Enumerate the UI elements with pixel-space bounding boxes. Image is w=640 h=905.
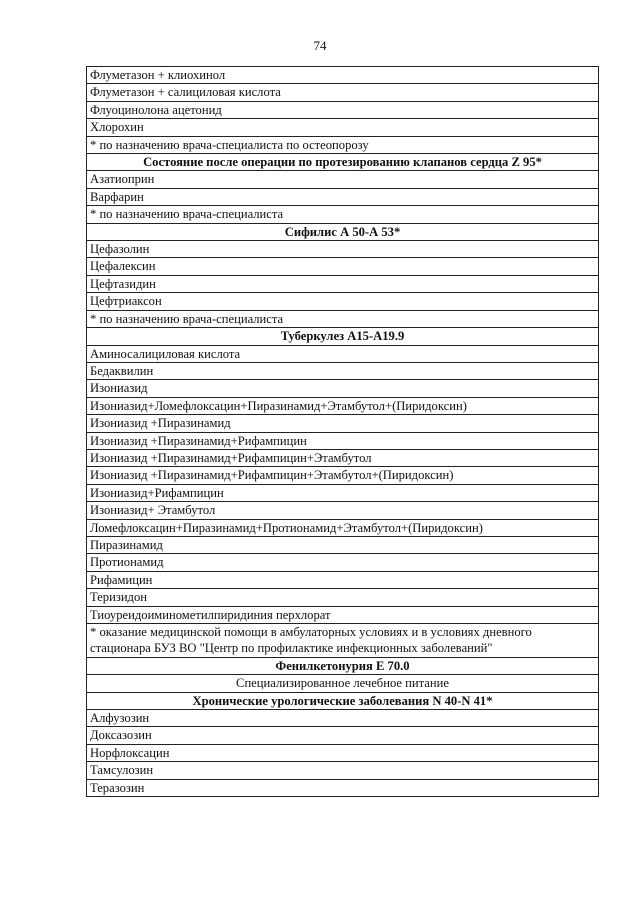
row-text: Флуоцинолона ацетонид — [87, 101, 599, 118]
row-text: Изониазид +Пиразинамид — [87, 415, 599, 432]
drug-row — [87, 762, 599, 779]
row-text: Изониазид +Пиразинамид+Рифампицин+Этамбутол — [87, 449, 599, 466]
drug-row — [87, 206, 599, 223]
drug-row — [87, 67, 599, 84]
drug-row — [87, 710, 599, 727]
row-text: Пиразинамид — [87, 536, 599, 553]
row-text: Цефалексин — [87, 258, 599, 275]
section-heading-row — [87, 223, 599, 240]
drug-row — [87, 415, 599, 432]
row-text: Изониазид +Пиразинамид+Рифампицин+Этамбутол+(Пиридоксин) — [87, 467, 599, 484]
section-heading: Сифилис А 50-А 53* — [87, 223, 599, 240]
row-text: * по назначению врача-специалиста — [87, 206, 599, 223]
drug-row — [87, 171, 599, 188]
drug-row — [87, 310, 599, 327]
drug-row — [87, 397, 599, 414]
row-text: Специализированное лечебное питание — [87, 675, 599, 692]
row-text: Теразозин — [87, 779, 599, 796]
row-text: * по назначению врача-специалиста по остеопорозу — [87, 136, 599, 153]
row-text: Флуметазон + клиохинол — [87, 67, 599, 84]
drug-row — [87, 606, 599, 623]
drug-row — [87, 536, 599, 553]
row-text: Цефтазидин — [87, 275, 599, 292]
row-text: Тамсулозин — [87, 762, 599, 779]
row-text: Цефтриаксон — [87, 293, 599, 310]
section-heading: Фенилкетонурия Е 70.0 — [87, 657, 599, 674]
row-text: Протионамид — [87, 554, 599, 571]
drug-row — [87, 449, 599, 466]
section-heading-row — [87, 154, 599, 171]
row-text: Доксазозин — [87, 727, 599, 744]
drug-row — [87, 519, 599, 536]
drug-row — [87, 362, 599, 379]
drug-row — [87, 119, 599, 136]
drug-row — [87, 258, 599, 275]
row-text: * оказание медицинской помощи в амбулаторных условиях и в условиях дневного стационара БУЗ ВО "Центр по профилактике инфекционных заболеваний" — [87, 624, 599, 658]
section-heading: Туберкулез А15-А19.9 — [87, 328, 599, 345]
row-text: Азатиоприн — [87, 171, 599, 188]
row-text: * по назначению врача-специалиста — [87, 310, 599, 327]
row-text: Изониазид — [87, 380, 599, 397]
drug-row — [87, 484, 599, 501]
drug-row — [87, 380, 599, 397]
drug-row — [87, 554, 599, 571]
drug-row — [87, 345, 599, 362]
centered-note-row — [87, 675, 599, 692]
drug-row — [87, 502, 599, 519]
row-text: Норфлоксацин — [87, 744, 599, 761]
row-text: Бедаквилин — [87, 362, 599, 379]
row-text: Изониазид +Пиразинамид+Рифампицин — [87, 432, 599, 449]
drug-list-table — [86, 66, 599, 797]
row-text: Аминосалициловая кислота — [87, 345, 599, 362]
drug-row — [87, 432, 599, 449]
drug-row — [87, 467, 599, 484]
row-text: Изониазид+Рифампицин — [87, 484, 599, 501]
section-heading-row — [87, 657, 599, 674]
page-number: 74 — [313, 38, 327, 53]
row-text: Тиоуреидоиминометилпиридиния перхлорат — [87, 606, 599, 623]
drug-list-body — [87, 67, 599, 797]
drug-row — [87, 779, 599, 796]
section-heading-row — [87, 692, 599, 709]
row-text: Алфузозин — [87, 710, 599, 727]
drug-row — [87, 275, 599, 292]
row-text: Ломефлоксацин+Пиразинамид+Протионамид+Этамбутол+(Пиридоксин) — [87, 519, 599, 536]
row-text: Хлорохин — [87, 119, 599, 136]
row-text: Цефазолин — [87, 241, 599, 258]
section-heading-row — [87, 328, 599, 345]
row-text: Рифамицин — [87, 571, 599, 588]
footnote-row — [87, 624, 599, 658]
section-heading: Хронические урологические заболевания N 40-N 41* — [87, 692, 599, 709]
row-text: Теризидон — [87, 589, 599, 606]
row-text: Варфарин — [87, 188, 599, 205]
drug-row — [87, 744, 599, 761]
drug-row — [87, 101, 599, 118]
row-text: Изониазид+Ломефлоксацин+Пиразинамид+Этамбутол+(Пиридоксин) — [87, 397, 599, 414]
row-text: Изониазид+ Этамбутол — [87, 502, 599, 519]
drug-row — [87, 571, 599, 588]
row-text: Флуметазон + салициловая кислота — [87, 84, 599, 101]
drug-row — [87, 241, 599, 258]
drug-row — [87, 136, 599, 153]
drug-row — [87, 727, 599, 744]
section-heading: Состояние после операции по протезированию клапанов сердца Z 95* — [87, 154, 599, 171]
drug-row — [87, 293, 599, 310]
drug-row — [87, 589, 599, 606]
drug-row — [87, 188, 599, 205]
drug-row — [87, 84, 599, 101]
